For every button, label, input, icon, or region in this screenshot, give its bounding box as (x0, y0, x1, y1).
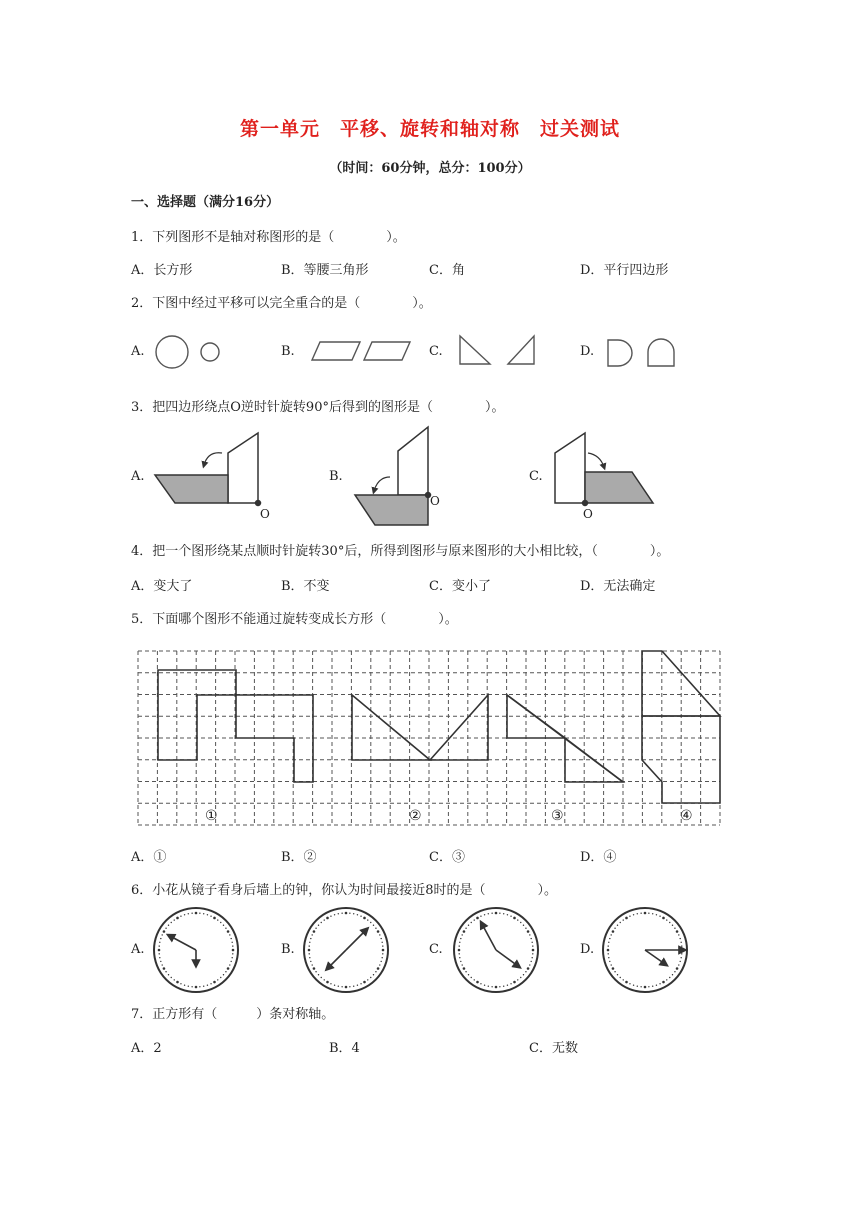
parallelogram-right (364, 342, 410, 360)
q2-option-b[interactable]: B. (281, 344, 295, 359)
parallelogram-left (312, 342, 360, 360)
clock-b-hand-2 (328, 950, 346, 968)
question-4-stem: 4．把一个图形绕某点顺时针旋转30°后，所得到图形与原来图形的大小相比较，（ ）。 (131, 544, 670, 559)
question-5-stem: 5．下面哪个图形不能通过旋转变成长方形（ ）。 (131, 612, 458, 627)
clock-d-hand-2 (645, 950, 665, 964)
q6-option-d[interactable]: D. (580, 942, 595, 957)
d-shape (608, 340, 632, 366)
question-1-stem: 1．下列图形不是轴对称图形的是（ ）。 (131, 230, 406, 245)
q4-option-d[interactable]: D．无法确定 (580, 579, 656, 594)
triangle-left (460, 336, 490, 364)
question-7-stem: 7．正方形有（ ）条对称轴。 (131, 1007, 335, 1022)
q2-option-c[interactable]: C. (429, 344, 443, 359)
q1-option-d[interactable]: D．平行四边形 (580, 263, 669, 278)
q3-c-point-o: O (583, 507, 593, 521)
q2-option-d[interactable]: D. (580, 344, 595, 359)
q3-figure-a (155, 433, 270, 521)
q2-figures (0, 330, 860, 380)
q5-option-a[interactable]: A．① (131, 850, 167, 865)
question-2-stem: 2．下图中经过平移可以完全重合的是（ ）。 (131, 296, 432, 311)
q4-option-b[interactable]: B．不变 (281, 579, 330, 594)
question-3-stem: 3．把四边形绕点O逆时针旋转90°后得到的图形是（ ）。 (131, 400, 505, 415)
q5-grid-figure (130, 645, 730, 835)
triangle-right (508, 336, 534, 364)
q5-label-3: ③ (551, 808, 564, 824)
q3-option-a[interactable]: A. (131, 469, 145, 484)
q7-option-b[interactable]: B．4 (329, 1041, 360, 1056)
q5-option-d[interactable]: D．④ (580, 850, 617, 865)
q3-option-b[interactable]: B. (329, 469, 343, 484)
q3-a-point-o: O (260, 507, 270, 521)
clock-c (454, 908, 538, 992)
clock-c-hand-2 (496, 950, 518, 966)
q5-shape-1a (158, 670, 236, 760)
q6-option-a[interactable]: A. (131, 942, 145, 957)
clock-d (603, 908, 687, 992)
q5-shape-2b (430, 695, 488, 760)
circle-large (156, 336, 188, 368)
section-heading: 一、选择题（满分16分） (131, 195, 280, 210)
q1-option-a[interactable]: A．长方形 (131, 263, 193, 278)
clock-b (304, 908, 388, 992)
clock-a-hand-1 (170, 936, 196, 950)
q5-label-1: ① (205, 808, 218, 824)
q3-b-point-o: O (430, 494, 440, 508)
q5-option-b[interactable]: B．② (281, 850, 317, 865)
q6-option-c[interactable]: C. (429, 942, 443, 957)
q5-label-2: ② (409, 808, 422, 824)
q3-figure-c (555, 433, 653, 521)
q5-label-4: ④ (680, 808, 693, 824)
q3-figures (0, 425, 860, 525)
q6-option-b[interactable]: B. (281, 942, 295, 957)
q7-option-c[interactable]: C．无数 (529, 1041, 578, 1056)
q1-option-c[interactable]: C．角 (429, 263, 465, 278)
q7-option-a[interactable]: A．2 (131, 1041, 162, 1056)
document-title: 第一单元 平移、旋转和轴对称 过关测试 (239, 118, 620, 140)
clock-c-hand-1 (482, 924, 496, 950)
q2-option-a[interactable]: A. (131, 344, 145, 359)
q4-option-a[interactable]: A．变大了 (131, 579, 193, 594)
question-6-stem: 6．小花从镜子看身后墙上的钟，你认为时间最接近8时的是（ ）。 (131, 883, 558, 898)
q3-option-c[interactable]: C. (529, 469, 543, 484)
q5-shape-2a (352, 695, 430, 760)
document-subtitle: （时间：60分钟，总分：100分） (329, 161, 531, 176)
q1-option-b[interactable]: B．等腰三角形 (281, 263, 369, 278)
q6-clocks (0, 900, 860, 1000)
q3-figure-b (355, 427, 440, 525)
clock-b-hand-1 (346, 930, 366, 950)
q4-option-c[interactable]: C．变小了 (429, 579, 491, 594)
circle-small (201, 343, 219, 361)
arch-shape (648, 339, 674, 366)
q5-option-c[interactable]: C．③ (429, 850, 465, 865)
clock-a (154, 908, 238, 992)
